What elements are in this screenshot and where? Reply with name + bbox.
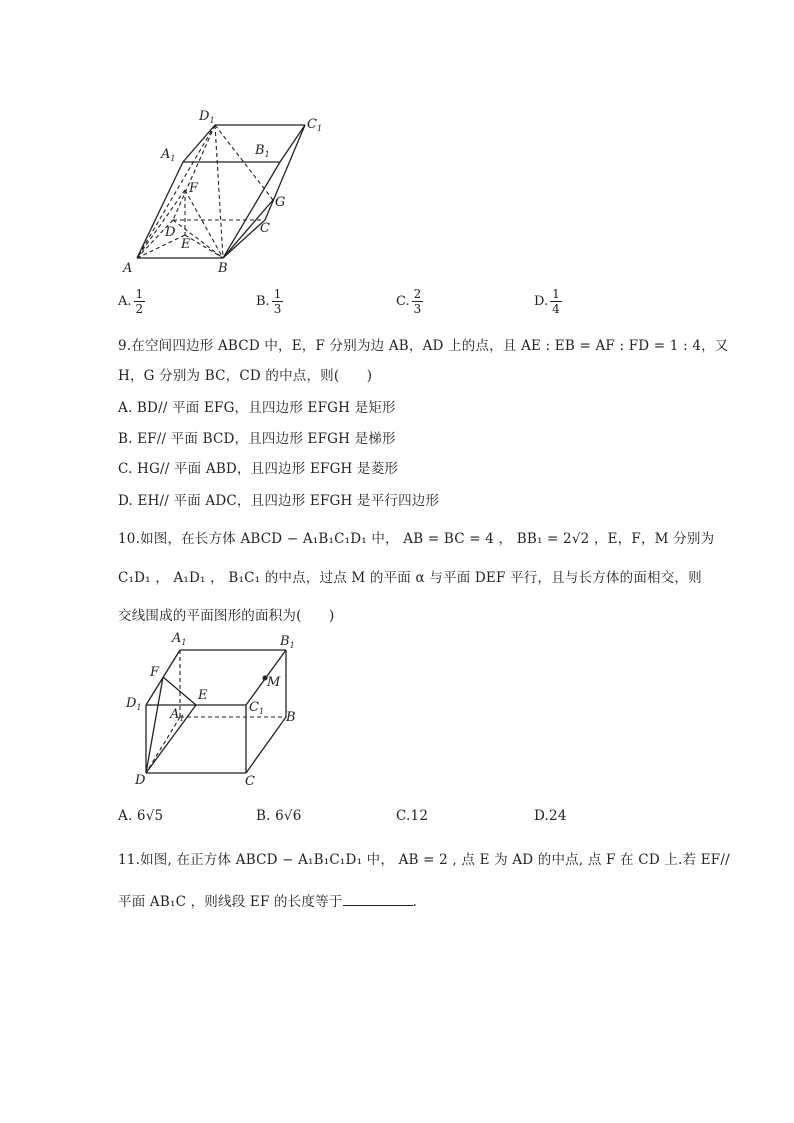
label-B1: $B_1$	[280, 634, 295, 650]
label-F: F	[150, 665, 160, 680]
q10-choice-d[interactable]: D.24	[534, 808, 567, 824]
label-D: D	[165, 225, 176, 240]
q10-stem-line1: 10.如图，在长方体 ABCD − A₁B₁C₁D₁ 中， AB = BC = 4 ， BB₁ = 2√2 ，E，F，M 分别为	[118, 531, 715, 547]
q11-stem-line2-text: 平面 AB₁C ，则线段 EF 的长度等于	[118, 894, 343, 910]
q9-option-c[interactable]: C. HG// 平面 ABD，且四边形 EFGH 是菱形	[118, 461, 399, 477]
q9-option-d[interactable]: D. EH// 平面 ADC，且四边形 EFGH 是平行四边形	[118, 493, 440, 509]
q9-option-b[interactable]: B. EF// 平面 BCD，且四边形 EFGH 是梯形	[118, 431, 396, 447]
q8-choice-a[interactable]: A. $\frac{1}{2}$	[118, 287, 144, 316]
q10-choice-c[interactable]: C.12	[396, 808, 429, 824]
q9-stem-line1: 9.在空间四边形 ABCD 中，E，F 分别为边 AB，AD 上的点，且 AE : EB = AF : FD = 1 : 4，又	[118, 338, 729, 354]
label-C1: $C_1$	[307, 117, 323, 133]
label-B: B	[218, 261, 228, 276]
answer-blank[interactable]	[343, 893, 413, 906]
label-A: A	[123, 261, 133, 276]
label-B: B	[286, 710, 296, 725]
q11-stem-line2	[118, 890, 417, 910]
q10-choice-b[interactable]: B. 6√6	[256, 808, 302, 824]
q8-choice-d[interactable]: D. $\frac{1}{4}$	[534, 287, 560, 316]
label-M: M	[267, 675, 281, 690]
label-C: C	[245, 774, 255, 789]
figure-parallelepiped	[115, 100, 335, 280]
q11-stem-line1: 11.如图, 在正方体 ABCD − A₁B₁C₁D₁ 中， AB = 2 , 点 E 为 AD 的中点, 点 F 在 CD 上.若 EF//	[118, 852, 730, 868]
label-E: E	[181, 237, 191, 252]
label-A1: $A_1$	[172, 631, 187, 647]
q11-stem-line2-end: .	[412, 894, 417, 910]
q9-option-a[interactable]: A. BD// 平面 EFG，且四边形 EFGH 是矩形	[118, 400, 396, 416]
label-G: G	[275, 195, 286, 210]
label-C1: $C_1$	[249, 700, 265, 716]
label-C: C	[260, 221, 270, 236]
label-D1: $D_1$	[199, 109, 215, 125]
label-B1: $B_1$	[255, 143, 270, 159]
q8-choice-c[interactable]: C. $\frac{2}{3}$	[396, 287, 422, 316]
q8-choice-b[interactable]: B. $\frac{1}{3}$	[256, 287, 282, 316]
label-D: D	[135, 773, 146, 788]
label-F: F	[189, 181, 199, 196]
q10-stem-line3: 交线围成的平面图形的面积为( )	[118, 608, 335, 624]
q10-choice-a[interactable]: A. 6√5	[118, 808, 164, 824]
figure-cuboid	[118, 625, 318, 790]
label-E: E	[198, 688, 208, 703]
q9-stem-line2: H，G 分别为 BC，CD 的中点，则( )	[118, 368, 373, 384]
label-A1-inner: $A_1$	[170, 707, 185, 723]
label-D1: $D_1$	[126, 696, 142, 712]
q10-stem-line2: C₁D₁ ， A₁D₁ ， B₁C₁ 的中点，过点 M 的平面 α 与平面 DEF 平行，且与长方体的面相交，则	[118, 570, 702, 586]
label-A1: $A_1$	[161, 147, 176, 163]
